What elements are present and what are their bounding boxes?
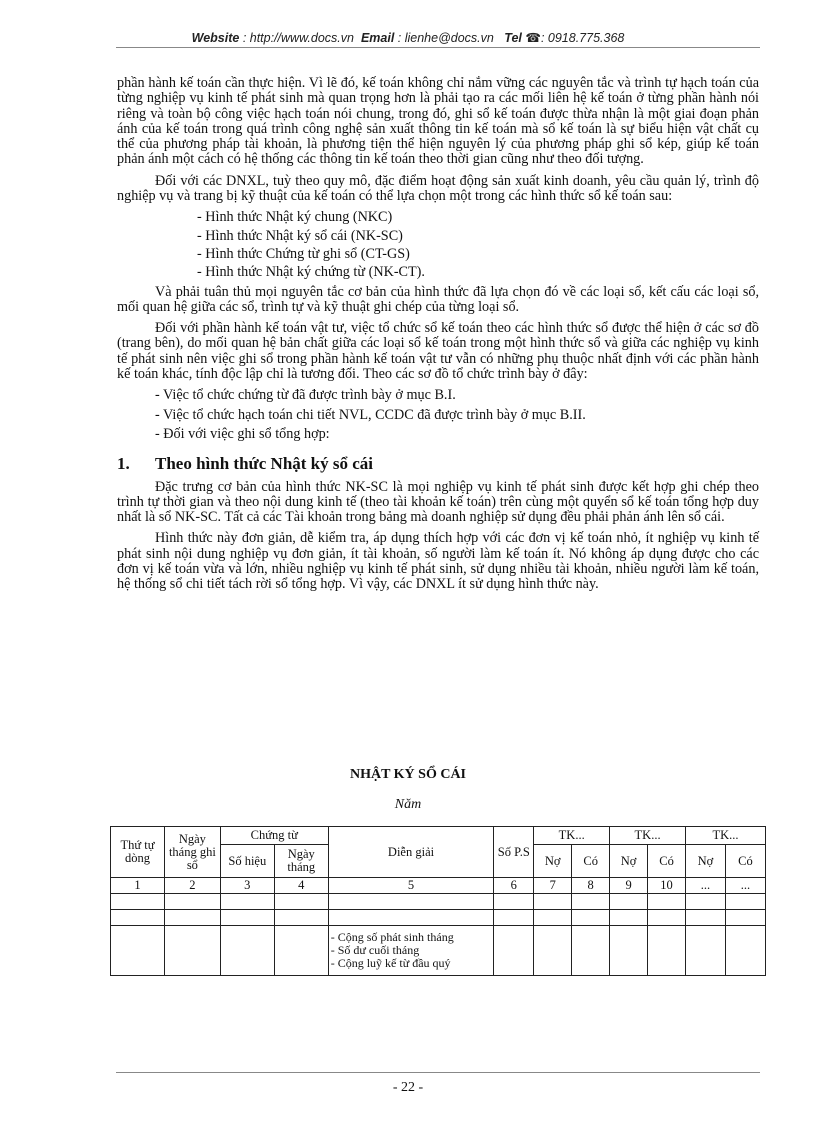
- table-summary-row: [111, 926, 766, 976]
- col-ngay-thang-ct: Ngày tháng: [274, 845, 328, 878]
- website-value: : http://www.docs.vn: [242, 31, 354, 45]
- paragraph-1: phần hành kế toán cần thực hiện. Vì lẽ đó, kế toán không chỉ nắm vững các nguyên tắc và trình tự hạch toán của từng nghiệp vụ kinh tế phát sinh mà quan trọng hơn là phải tạo ra các mối liên hệ kế toán ở từng phần hành nói riêng và toàn bộ công việc hạch toán nói chung, trong đó, ghi sổ kế toán được thừa nhận là một giai đoạn phản ánh của kế toán trong quá trình công nghệ sản xuất thông tin kế toán mà sổ kế toán là sự biểu hiện vật chất cụ thể của phương pháp tài khoản, là phương tiện thể hiện nguyên lý của phương pháp ghi sổ kép, giúp kế toán phản ánh một cách có hệ thống các thông tin kế toán theo thời gian cũng như theo đối tượng.: [117, 75, 759, 168]
- col-no: Nợ: [610, 845, 648, 878]
- table-number-row: [111, 878, 766, 894]
- col-number: 3: [220, 878, 274, 894]
- organization-list: [117, 388, 759, 442]
- col-number: 9: [610, 878, 648, 894]
- col-tk-3: TK...: [686, 827, 766, 845]
- col-tk-1: TK...: [534, 827, 610, 845]
- col-dien-giai: Diễn giải: [328, 827, 494, 878]
- tel-value: : 0918.775.368: [540, 31, 625, 45]
- col-no: Nợ: [686, 845, 726, 878]
- list-item: - Đối với việc ghi sổ tổng hợp:: [155, 425, 330, 442]
- table-row: [111, 910, 766, 926]
- list-item: - Hình thức Chứng từ ghi sổ (CT-GS): [197, 245, 410, 262]
- col-number: 10: [648, 878, 686, 894]
- email-label: Email: [360, 31, 395, 45]
- list-item: - Việc tổ chức hạch toán chi tiết NVL, CCDC đã được trình bày ở mục B.II.: [155, 406, 586, 423]
- col-number: 1: [111, 878, 165, 894]
- col-tk-2: TK...: [610, 827, 686, 845]
- col-co: Có: [648, 845, 686, 878]
- page-number: - 22 -: [392, 1080, 424, 1095]
- col-thu-tu: Thứ tự dòng: [111, 827, 165, 878]
- col-co: Có: [572, 845, 610, 878]
- list-item: - Hình thức Nhật ký chứng từ (NK-CT).: [197, 264, 425, 281]
- col-number: 5: [328, 878, 494, 894]
- footer-divider: [116, 1072, 760, 1073]
- paragraph-3: Và phải tuân thủ mọi nguyên tắc cơ bản của hình thức đã lựa chọn đó về các loại sổ, kết cấu các loại sổ, mối quan hệ giữa các sổ, trình tự và kỹ thuật ghi chép của từng loại sổ.: [117, 283, 759, 315]
- summary-line: - Số dư cuối tháng: [330, 943, 420, 957]
- summary-line: - Cộng luỹ kế từ đầu quý: [330, 956, 451, 970]
- ledger-table: [110, 826, 766, 976]
- body-text: [117, 76, 759, 599]
- col-number: 7: [534, 878, 572, 894]
- col-no: Nợ: [534, 845, 572, 878]
- col-number: 8: [572, 878, 610, 894]
- header-divider: [116, 47, 760, 48]
- ledger-subtitle: Năm: [394, 797, 422, 812]
- section-title: Theo hình thức Nhật ký sổ cái: [155, 454, 374, 474]
- summary-cell: [328, 926, 494, 976]
- forms-list: [117, 210, 759, 280]
- summary-line: - Cộng số phát sinh tháng: [330, 930, 454, 944]
- list-item: - Việc tổ chức chứng từ đã được trình bày ở mục B.I.: [155, 387, 456, 404]
- col-so-ps: Số P.S: [494, 827, 534, 878]
- list-item: - Hình thức Nhật ký chung (NKC): [197, 209, 393, 226]
- email-value: : lienhe@docs.vn: [397, 31, 494, 45]
- col-so-hieu: Số hiệu: [220, 845, 274, 878]
- paragraph-4: Đối với phần hành kế toán vật tư, việc tổ chức sổ kế toán theo các hình thức sổ được thể hiện ở các sơ đồ (trang bên), do mối quan hệ bản chất giữa các loại sổ kế toán trong một hình thức sổ và giữa các nghiệp vụ kinh tế phát sinh nên việc ghi sổ trong phần hành kế toán vật tư vẫn có những phụ thuộc nhất định với các phần hành kế toán khác, tính độc lập chỉ là tương đối. Theo các sơ đồ tổ chức trình bày ở đây:: [117, 320, 759, 383]
- col-number: ...: [725, 878, 765, 894]
- website-label: Website: [191, 31, 240, 45]
- section-number: 1.: [117, 454, 130, 474]
- ledger-title: NHẬT KÝ SỔ CÁI: [349, 767, 467, 782]
- col-number: 4: [274, 878, 328, 894]
- table-row: [111, 894, 766, 910]
- col-number: 6: [494, 878, 534, 894]
- col-number: 2: [164, 878, 220, 894]
- paragraph-2: Đối với các DNXL, tuỳ theo quy mô, đặc điểm hoạt động sản xuất kinh doanh, yêu cầu quản lý, trình độ nghiệp vụ và trang bị kỹ thuật của kế toán có thể lựa chọn một trong các hình thức sổ kế toán sau:: [117, 172, 759, 205]
- paragraph-5: Đặc trưng cơ bản của hình thức NK-SC là mọi nghiệp vụ kinh tế phát sinh được kết hợp ghi chép theo trình tự thời gian và theo nội dung kinh tế (theo tài khoản kế toán) trên cùng một quyển sổ kế toán tổng hợp duy nhất là sổ NK-SC. Tất cả các Tài khoản trong bảng mà doanh nghiệp sử dụng đều phải phản ánh lên sổ cái.: [117, 478, 759, 526]
- table-header-row: [111, 827, 766, 845]
- col-co: Có: [725, 845, 765, 878]
- paragraph-6: Hình thức này đơn giản, dễ kiểm tra, áp dụng thích hợp với các đơn vị kế toán nhỏ, ít nghiệp vụ kinh tế phát sinh nội dung nghiệp vụ đơn giản, ít tài khoản, số người làm kế toán ít. Nó không áp dụng được cho các đơn vị kế toán vừa và lớn, nhiều nghiệp vụ kinh tế phát sinh, sử dụng nhiều tài khoản, nhiều người làm kế toán, hệ thống sổ chi tiết tách rời sổ tổng hợp. Vì vậy, các DNXL ít sử dụng hình thức này.: [117, 530, 759, 593]
- page-header: [0, 30, 816, 45]
- col-chung-tu: Chứng từ: [220, 827, 328, 845]
- tel-label: Tel: [504, 31, 522, 45]
- list-item: - Hình thức Nhật ký sổ cái (NK-SC): [197, 227, 403, 244]
- section-heading: [117, 454, 759, 474]
- col-number: ...: [686, 878, 726, 894]
- phone-icon: ☎: [525, 31, 541, 45]
- col-ngay-thang: Ngày tháng ghi sổ: [164, 827, 220, 878]
